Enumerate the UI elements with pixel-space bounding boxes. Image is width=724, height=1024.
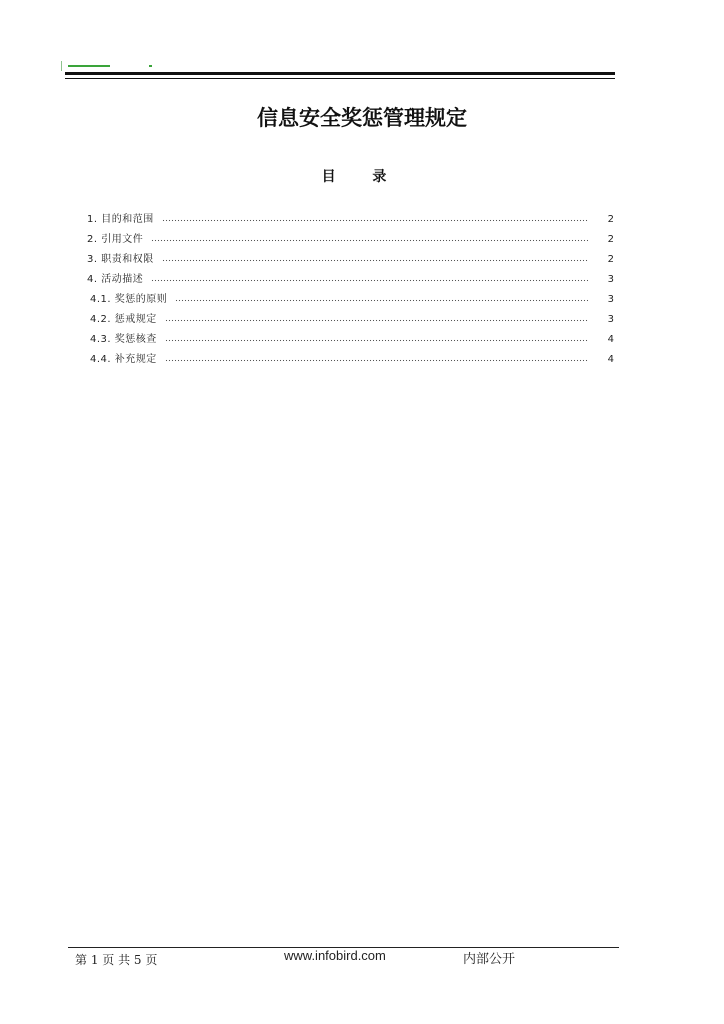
toc-entry-label: 4. 活动描述	[87, 274, 144, 285]
toc-entry[interactable]	[87, 225, 614, 245]
toc-leader-dots	[151, 234, 588, 242]
toc-leader-dots	[175, 294, 588, 302]
toc-entry-page: 3	[607, 294, 614, 305]
toc-leader-dots	[165, 354, 588, 362]
footer-classification: 内部公开	[463, 952, 516, 967]
toc-entry[interactable]	[87, 205, 614, 225]
toc-entry-page: 4	[607, 334, 614, 345]
footer-website-url[interactable]: www.infobird.com	[284, 948, 386, 963]
toc-heading: 目 录	[321, 169, 403, 185]
toc-entry-label: 3. 职责和权限	[87, 254, 154, 265]
toc-entry-page: 2	[607, 254, 614, 265]
toc-entry[interactable]	[87, 245, 614, 265]
footer-page-info: 第 1 页 共 5 页	[75, 953, 158, 967]
toc-subentry[interactable]	[87, 285, 614, 305]
document-title: 信息安全奖惩管理规定	[257, 106, 467, 130]
header-rule-thin	[65, 78, 615, 79]
toc-leader-dots	[151, 274, 588, 282]
toc-leader-dots	[165, 334, 588, 342]
toc-entry-label: 4.1. 奖惩的原则	[90, 294, 168, 305]
header-rule-thick	[65, 72, 615, 75]
header-accent-dot	[149, 65, 152, 67]
toc-entry-label: 4.4. 补充规定	[90, 354, 157, 365]
page-header	[60, 60, 616, 82]
header-tick-mark	[61, 61, 62, 71]
toc-entry-label: 2. 引用文件	[87, 234, 144, 245]
header-accent-line	[68, 65, 110, 67]
toc-leader-dots	[162, 254, 588, 262]
table-of-contents	[87, 205, 614, 365]
toc-entry[interactable]	[87, 265, 614, 285]
toc-entry-page: 4	[607, 354, 614, 365]
toc-leader-dots	[162, 214, 588, 222]
toc-leader-dots	[165, 314, 588, 322]
toc-subentry[interactable]	[87, 305, 614, 325]
toc-subentry[interactable]	[87, 325, 614, 345]
toc-entry-page: 2	[607, 214, 614, 225]
toc-entry-page: 3	[607, 274, 614, 285]
toc-subentry[interactable]	[87, 345, 614, 365]
toc-entry-page: 2	[607, 234, 614, 245]
toc-entry-page: 3	[607, 314, 614, 325]
toc-entry-label: 1. 目的和范围	[87, 214, 154, 225]
toc-entry-label: 4.3. 奖惩核查	[90, 334, 157, 345]
toc-entry-label: 4.2. 惩戒规定	[90, 314, 157, 325]
